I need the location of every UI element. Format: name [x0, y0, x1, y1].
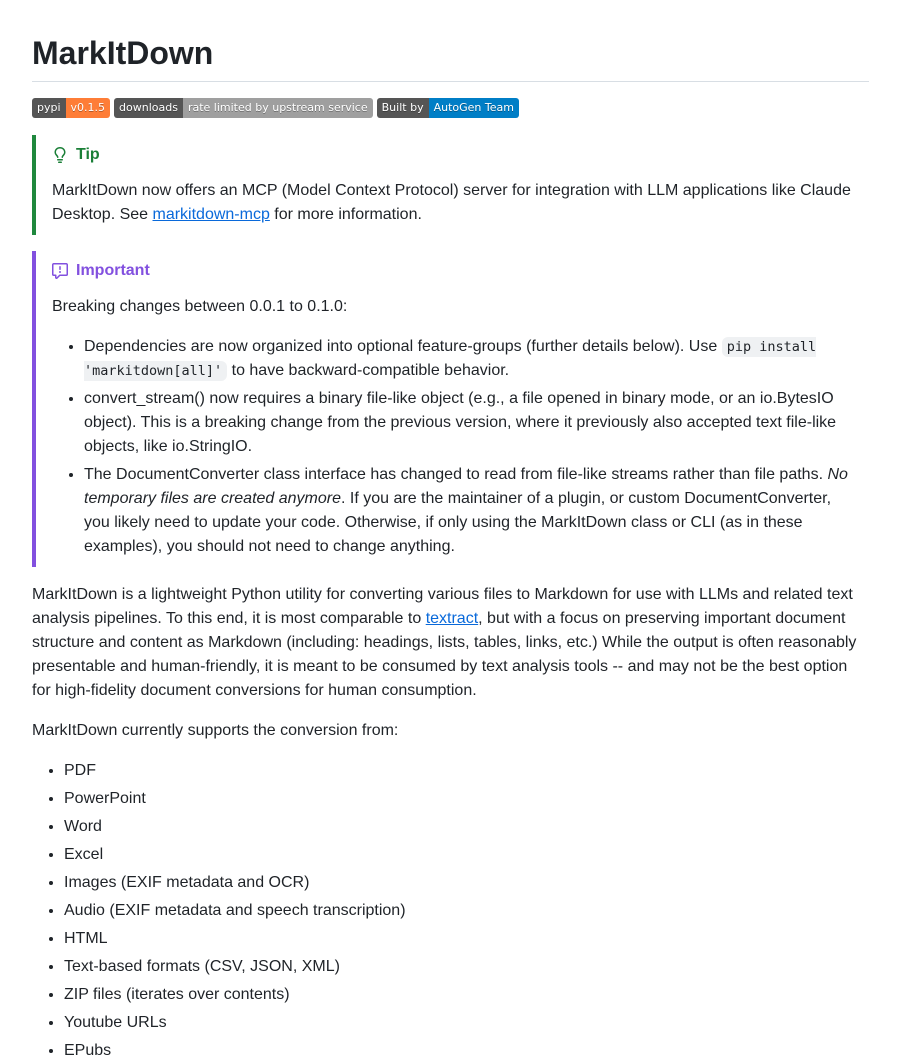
- badge-label: downloads: [114, 98, 183, 118]
- list-item: • Youtube URLs: [64, 1011, 869, 1035]
- important-title-text: Important: [76, 262, 150, 279]
- badge-value: AutoGen Team: [429, 98, 519, 118]
- badge-label: Built by: [377, 98, 429, 118]
- textract-link[interactable]: textract: [425, 610, 479, 627]
- important-title: [52, 259, 853, 283]
- item-text: to have backward-compatible behavior.: [227, 362, 510, 379]
- item-text: The DocumentConverter class interface has changed to read from file-like streams rather than file paths.: [84, 466, 828, 483]
- badge-value: v0.1.5: [66, 98, 111, 118]
- report-icon: [52, 263, 68, 279]
- item-text: . If you are the maintainer of a plugin, or custom DocumentConverter, you likely need to update your code. Otherwise, if only using the MarkItDown class or CLI (as in these examples), you should not need to change anything.: [84, 490, 832, 555]
- list-item: • Word: [64, 815, 869, 839]
- important-alert: [32, 251, 869, 567]
- markitdown-mcp-link[interactable]: markitdown-mcp: [152, 206, 270, 223]
- tip-text-end: for more information.: [269, 206, 422, 223]
- tip-text: [52, 179, 853, 227]
- list-item: • PowerPoint: [64, 787, 869, 811]
- description-text: MarkItDown is a lightweight Python utility for converting various files to Markdown for use with LLMs and related text analysis pipelines. To this end, it is most comparable to: [32, 586, 853, 627]
- badge-label: pypi: [32, 98, 66, 118]
- list-item: • Text-based formats (CSV, JSON, XML): [64, 955, 869, 979]
- description-paragraph: [32, 583, 869, 703]
- pypi-badge[interactable]: [32, 98, 110, 118]
- list-item: [84, 335, 853, 383]
- page-title: MarkItDown: [32, 0, 869, 82]
- list-item: • convert_stream() now requires a binary file-like object (e.g., a file opened in binary mode, or an io.BytesIO object). This is a breaking change from the previous version, where it previously also accepted text file-like objects, like io.StringIO.: [84, 387, 853, 459]
- built-by-badge[interactable]: [377, 98, 519, 118]
- badge-value: rate limited by upstream service: [183, 98, 373, 118]
- tip-text-start: MarkItDown now offers an MCP (Model Context Protocol) server for integration with LLM applications like Claude Desktop. See: [52, 182, 851, 223]
- list-item: • HTML: [64, 927, 869, 951]
- item-emphasis: No temporary files are created anymore: [84, 466, 848, 507]
- list-item: • Excel: [64, 843, 869, 867]
- important-intro: Breaking changes between 0.0.1 to 0.1.0:: [52, 298, 348, 315]
- downloads-badge[interactable]: [114, 98, 373, 118]
- list-item: • EPubs: [64, 1039, 869, 1063]
- list-item: [84, 463, 853, 559]
- description-text: , but with a focus on preserving important document structure and content as Markdown (including: headings, lists, tables, links, etc.) While the output is often reasonably presentable and human-friendly, it is meant to be consumed by text analysis tools -- and may not be the best option for high-fidelity document conversions for human consumption.: [32, 610, 857, 699]
- formats-list: [32, 759, 869, 1063]
- item-text: Dependencies are now organized into optional feature-groups (further details below). Use: [84, 338, 722, 355]
- list-item: • ZIP files (iterates over contents): [64, 983, 869, 1007]
- list-item: • Images (EXIF metadata and OCR): [64, 871, 869, 895]
- tip-alert: [32, 135, 869, 235]
- list-item: • PDF: [64, 759, 869, 783]
- pip-install-code: pip install 'markitdown[all]': [84, 339, 817, 379]
- breaking-changes-list: [52, 335, 853, 559]
- badge-row: [32, 98, 869, 118]
- tip-title-text: Tip: [76, 146, 100, 163]
- lightbulb-icon: [52, 147, 68, 163]
- tip-title: [52, 143, 853, 167]
- list-item: • Audio (EXIF metadata and speech transcription): [64, 899, 869, 923]
- supports-intro: MarkItDown currently supports the conversion from:: [32, 722, 399, 739]
